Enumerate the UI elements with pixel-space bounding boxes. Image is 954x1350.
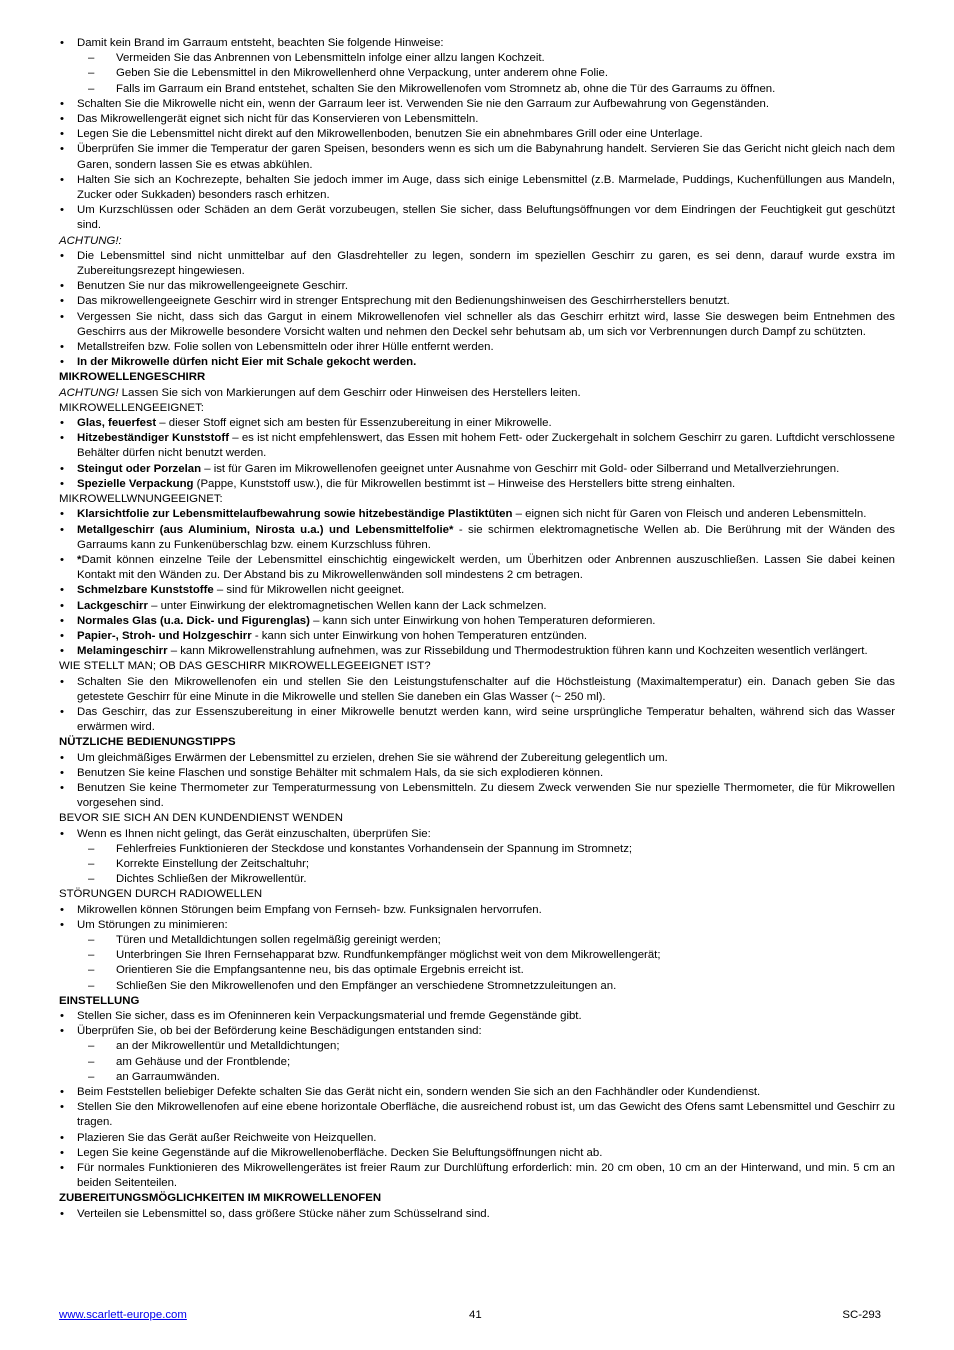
bullet-item <box>59 523 895 553</box>
line-text: Benutzen Sie keine Thermometer zur Temperaturmessung von Lebensmitteln. Zu diesem Zweck verwenden Sie nur spezielle Thermometer, die für Mikrowellen vorgesehen sind. <box>77 781 895 810</box>
line-text: Schalten Sie den Mikrowellenofen ein und stellen Sie den Leistungstufenschalter auf die Höchstleistung (Maximaltemperatur) ein. Danach geben Sie das getestete Geschirr für eine Minute in die Mikrowelle und stellen Sie daneben ein Glas Wasser (~ 250 ml). <box>77 675 895 703</box>
dash-subitem <box>59 66 895 81</box>
bullet-item <box>59 1100 895 1130</box>
dash-subitem <box>59 1039 895 1054</box>
line-text: Orientieren Sie die Empfangsantenne neu, bis das optimale Ergebnis erreicht ist. <box>116 964 524 977</box>
line-text: Überprüfen Sie immer die Temperatur der garen Speisen, besonders wenn es sich um die Babynahrung handelt. Servieren Sie das Gericht nicht gleich nach dem Garen, sondern lassen Sie es etwas abkühlen. <box>77 143 895 171</box>
bullet-item <box>59 644 895 659</box>
bold-term: Steingut oder Porzelan <box>77 462 202 475</box>
line-text: Unterbringen Sie Ihren Fernsehapparat bzw. Rundfunkempfänger möglichst weit von dem Mikrowellengerät; <box>116 949 661 962</box>
line-text: am Gehäuse und der Frontblende; <box>116 1055 291 1068</box>
bullet-item <box>59 112 895 127</box>
bullet-item <box>59 416 895 431</box>
line-text: – sind für Mikrowellen nicht geeignet. <box>213 584 405 597</box>
dash-subitem <box>59 933 895 948</box>
line-text: - kann sich unter Einwirkung von hohen Temperaturen entzünden. <box>251 629 588 642</box>
line-text: Stellen Sie den Mikrowellenofen auf eine ebene horizontale Oberfläche, die ausreichend robust ist, um das Gewicht des Ofens samt Lebensmittel und Geschirr zu tragen. <box>77 1101 895 1129</box>
bullet-item <box>59 705 895 735</box>
line-text: Korrekte Einstellung der Zeitschaltuhr; <box>116 857 310 870</box>
bullet-item <box>59 279 895 294</box>
line-text: In der Mikrowelle dürfen nicht Eier mit Schale gekocht werden. <box>77 356 417 369</box>
line-text: STÖRUNGEN DURCH RADIOWELLEN <box>59 888 263 901</box>
line-text: Überprüfen Sie, ob bei der Beförderung keine Beschädigungen entstanden sind: <box>77 1025 482 1038</box>
line-text: Geben Sie die Lebensmittel in den Mikrowellenherd ohne Verpackung, unter anderem ohne Folie. <box>116 67 609 80</box>
dash-subitem <box>59 857 895 872</box>
line-text: Plazieren Sie das Gerät außer Reichweite von Heizquellen. <box>77 1131 377 1144</box>
section-heading <box>59 994 895 1009</box>
section-subheading <box>59 492 895 507</box>
bullet-item <box>59 1009 895 1024</box>
line-text: Benutzen Sie keine Flaschen und sonstige Behälter mit schmalem Hals, da sie sich explodieren können. <box>77 766 604 779</box>
dash-subitem <box>59 872 895 887</box>
line-text: Damit können einzelne Teile der Lebensmittel einschichtig eingewickelt werden, um Überhitzen oder Anbrennen auszuschließen. Lassen Sie dabei keinen Kontakt mit den Wänden zu. Der Abstand bis zu Mikrowellenwänden soll mindestens 2 cm betragen. <box>77 553 895 582</box>
section-subheading <box>59 386 895 401</box>
bullet-item <box>59 294 895 309</box>
bullet-item <box>59 766 895 781</box>
section-subheading <box>59 887 895 902</box>
bullet-item <box>59 127 895 142</box>
line-text: Türen und Metalldichtungen sollen regelmäßig gereinigt werden; <box>116 933 441 946</box>
line-text: Verteilen sie Lebensmittel so, dass größere Stücke näher zum Schüsselrand sind. <box>77 1207 490 1220</box>
bullet-item <box>59 918 895 933</box>
bullet-item <box>59 507 895 522</box>
bold-term: Papier-, Stroh- und Holzgeschirr <box>77 629 252 642</box>
line-text: - sie schirmen elektromagnetische Wellen ab. Die Berührung mit der Wänden des Garraums kann zu Funkenüberschlag bzw. einem Kurzschluss führen. <box>77 523 895 551</box>
line-text: MIKROWELLENGESCHIRR <box>59 371 206 384</box>
website-link[interactable]: www.scarlett-europe.com <box>59 1309 187 1321</box>
section-subheading <box>59 659 895 674</box>
bullet-item <box>59 781 895 811</box>
line-text: Um gleichmäßiges Erwärmen der Lebensmittel zu erzielen, drehen Sie sie während der Zubereitung gelegentlich um. <box>77 751 668 764</box>
line-text: an Garraumwänden. <box>116 1070 220 1083</box>
line-text: EINSTELLUNG <box>59 994 140 1007</box>
bold-term: Lackgeschirr <box>77 599 148 612</box>
line-text: – ist für Garen im Mikrowellenofen geeignet unter Ausnahme von Geschirr mit Gold- oder Silberrand und Metallverziehrungen. <box>201 462 840 475</box>
bold-term: Hitzebeständiger Kunststoff <box>77 432 229 445</box>
line-text: Schalten Sie die Mikrowelle nicht ein, wenn der Garraum leer ist. Verwenden Sie nie den Garraum zur Aufbewahrung von Gegenständen. <box>77 97 770 110</box>
line-text: Halten Sie sich an Kochrezepte, behalten Sie jedoch immer im Auge, dass sich einige Lebensmittel (z.B. Marmelade, Puddings, Kuchenfüllungen aus Mandeln, Zucker oder Sukkaden) besonders rasch erhitzen. <box>77 173 895 202</box>
line-text: Das mikrowellengeeignete Geschirr wird in strenger Entsprechung mit den Bedienungshinweisen des Geschirrherstellers benutzt. <box>77 295 730 308</box>
line-text: – unter Einwirkung der elektromagnetischen Wellen kann der Lack schmelzen. <box>147 599 547 612</box>
line-text: – dieser Stoff eignet sich am besten für Essenzubereitung in einer Mikrowelle. <box>156 417 552 430</box>
line-text: WIE STELLT MAN; OB DAS GESCHIRR MIKROWELLEGEEIGNET IST? <box>59 660 431 673</box>
line-text: Schließen Sie den Mikrowellenofen und den Empfänger an verschiedene Stromnetzzuleitungen an. <box>116 979 617 992</box>
dash-subitem <box>59 842 895 857</box>
line-text: Die Lebensmittel sind nicht unmittelbar auf den Glasdrehteller zu legen, sondern im speziellen Geschirr zu garen, es sei denn, darauf wurde exstra im Zubereitungsrezept hingewiesen. <box>77 249 895 278</box>
dash-subitem <box>59 963 895 978</box>
line-text: – es ist nicht empfehlenswert, das Essen mit hohem Fett- oder Zuckergehalt in solchem Geschirr zu garen. Luftdicht verschlossene Behälter dürfen nicht benutzt werden. <box>77 432 895 460</box>
dash-subitem <box>59 1055 895 1070</box>
bullet-item <box>59 614 895 629</box>
line-text: ZUBEREITUNGSMÖGLICHKEITEN IM MIKROWELLENOFEN <box>59 1192 382 1205</box>
line-text: Fehlerfreies Funktionieren der Steckdose und konstantes Vorhandensein der Spannung im Stromnetz; <box>116 842 633 855</box>
bullet-item <box>59 310 895 340</box>
line-text: Für normales Funktionieren des Mikrowellengerätes ist freier Raum zur Durchlüftung erforderlich: min. 20 cm oben, 10 cm an der Hinterwand, und min. 5 cm an beiden Seitenteilen. <box>77 1162 895 1190</box>
dash-subitem <box>59 948 895 963</box>
bullet-item <box>59 462 895 477</box>
bullet-item <box>59 173 895 203</box>
bold-term: Klarsichtfolie zur Lebensmittelaufbewahrung sowie hitzebeständige Plastiktüten <box>77 508 513 521</box>
line-text: Legen Sie die Lebensmittel nicht direkt auf den Mikrowellenboden, benutzen Sie ein abnehmbares Grill oder eine Unterlage. <box>77 128 703 141</box>
line-text: Das Geschirr, das zur Essenszubereitung in einer Mikrowelle benutzt werden kann, wird seine ursprüngliche Temperatur behalten, während sich das Wasser erwärmen wird. <box>77 705 895 734</box>
line-text: – kann sich unter Einwirkung von hohen Temperaturen deformieren. <box>309 614 656 627</box>
bold-term: Melamingeschirr <box>77 645 168 658</box>
line-text: MIKROWELLENGEEIGNET: <box>59 401 204 414</box>
bullet-item <box>59 675 895 705</box>
bullet-item <box>59 751 895 766</box>
line-text: Beim Feststellen beliebiger Defekte schalten Sie das Gerät nicht ein, sondern wenden Sie sich an den Fachhändler oder Kundendienst. <box>77 1086 761 1099</box>
bullet-item <box>59 599 895 614</box>
line-text: MIKROWELLWNUNGEEIGNET: <box>59 493 223 506</box>
line-text: Falls im Garraum ein Brand entstehet, schalten Sie den Mikrowellenofen vom Stromnetz ab, ohne die Tür des Garraums zu öffnen. <box>116 82 776 95</box>
warning-prefix: ACHTUNG! <box>59 386 119 399</box>
line-text: Stellen Sie sicher, dass es im Ofeninneren kein Verpackungsmaterial und fremde Gegenstände gibt. <box>77 1010 582 1022</box>
line-text: Lassen Sie sich von Markierungen auf dem Geschirr oder Hinweisen des Herstellers leiten. <box>118 386 581 399</box>
line-text: Das Mikrowellengerät eignet sich nicht für das Konservieren von Lebensmitteln. <box>77 113 479 126</box>
warning-label <box>59 234 895 249</box>
bullet-item <box>59 827 895 842</box>
line-text: BEVOR SIE SICH AN DEN KUNDENDIENST WENDEN <box>59 812 343 825</box>
bullet-item <box>59 1146 895 1161</box>
bullet-item <box>59 142 895 172</box>
bullet-item <box>59 431 895 461</box>
bullet-item <box>59 249 895 279</box>
bullet-item <box>59 1024 895 1039</box>
line-text: Vergessen Sie nicht, dass sich das Gargut in einem Mikrowellenofen viel schneller als das Geschirr erhitzt wird, lasse Sie deswegen beim Entnehmen des Geschirrs aus der Mikrowelle besondere Vorsicht walten und nehmen den Deckel sehr behutsam ab, um sich vor Verbrennungen durch Dampf zu schützten. <box>77 310 895 338</box>
bold-term: Metallgeschirr (aus Aluminium, Nirosta u.a.) und Lebensmittelfolie* <box>77 523 454 536</box>
line-text: ACHTUNG!: <box>59 234 122 247</box>
dash-subitem <box>59 51 895 66</box>
document-body <box>59 36 895 1222</box>
line-text: Legen Sie keine Gegenstände auf die Mikrowellenoberfläche. Decken Sie Beluftungsöffnungen nicht ab. <box>77 1146 603 1159</box>
bullet-item <box>59 903 895 918</box>
bold-term: Spezielle Verpackung <box>77 477 194 490</box>
bullet-item <box>59 583 895 598</box>
line-text: Mikrowellen können Störungen beim Empfang von Fernseh- bzw. Funksignalen hervorrufen. <box>77 903 542 916</box>
line-text: Um Kurzschlüssen oder Schäden an dem Gerät vorzubeugen, stellen Sie sicher, dass Beluftungsöffnungen vor dem Eindringen der Feuchtigkeit gut geschützt sind. <box>77 204 895 232</box>
bullet-item <box>59 340 895 355</box>
section-heading <box>59 1191 895 1206</box>
bullet-item <box>59 203 895 233</box>
bold-term: Glas, feuerfest <box>77 417 157 430</box>
bold-term: Normales Glas (u.a. Dick- und Figurenglas) <box>77 614 310 627</box>
line-text: an der Mikrowellentür und Metalldichtungen; <box>116 1040 340 1053</box>
line-text: (Pappe, Kunststoff usw.), die für Mikrowellen bestimmt ist – Hinweise des Herstellers bitte streng einhalten. <box>193 477 736 490</box>
line-text: NÜTZLICHE BEDIENUNGSTIPPS <box>59 736 236 749</box>
line-text: – kann Mikrowellenstrahlung aufnehmen, was zur Rissebildung und Thermodestruktion führen kann und Kochzeiten wesentlich verlängert. <box>167 645 868 658</box>
line-text: Wenn es Ihnen nicht gelingt, das Gerät einzuschalten, überprüfen Sie: <box>77 827 431 840</box>
line-text: Vermeiden Sie das Anbrennen von Lebensmitteln infolge einer allzu langen Kochzeit. <box>116 52 545 65</box>
bullet-item <box>59 477 895 492</box>
bullet-item <box>59 97 895 112</box>
page-footer <box>59 1307 881 1323</box>
section-subheading <box>59 811 895 826</box>
line-text: Damit kein Brand im Garraum entsteht, beachten Sie folgende Hinweise: <box>77 37 444 49</box>
bullet-item <box>59 355 895 370</box>
bullet-item <box>59 1131 895 1146</box>
section-subheading <box>59 401 895 416</box>
section-heading <box>59 370 895 385</box>
page-number: 41 <box>469 1309 482 1321</box>
dash-subitem <box>59 82 895 97</box>
line-text: Dichtes Schließen der Mikrowellentür. <box>116 873 307 886</box>
model-number: SC-293 <box>842 1309 881 1321</box>
section-heading <box>59 735 895 750</box>
bullet-item <box>59 1161 895 1191</box>
bold-term: * <box>77 553 82 566</box>
bullet-item <box>59 1085 895 1100</box>
dash-subitem <box>59 979 895 994</box>
bullet-item <box>59 1207 895 1222</box>
dash-subitem <box>59 1070 895 1085</box>
bullet-item <box>59 36 895 51</box>
line-text: Metallstreifen bzw. Folie sollen von Lebensmitteln oder ihrer Hülle entfernt werden. <box>77 341 494 354</box>
bullet-item <box>59 553 895 583</box>
bullet-item <box>59 629 895 644</box>
line-text: – eignen sich nicht für Garen von Fleisch und anderen Lebensmitteln. <box>512 508 867 521</box>
bold-term: Schmelzbare Kunststoffe <box>77 584 214 597</box>
line-text: Um Störungen zu minimieren: <box>77 918 228 931</box>
line-text: Benutzen Sie nur das mikrowellengeeignete Geschirr. <box>77 280 348 293</box>
